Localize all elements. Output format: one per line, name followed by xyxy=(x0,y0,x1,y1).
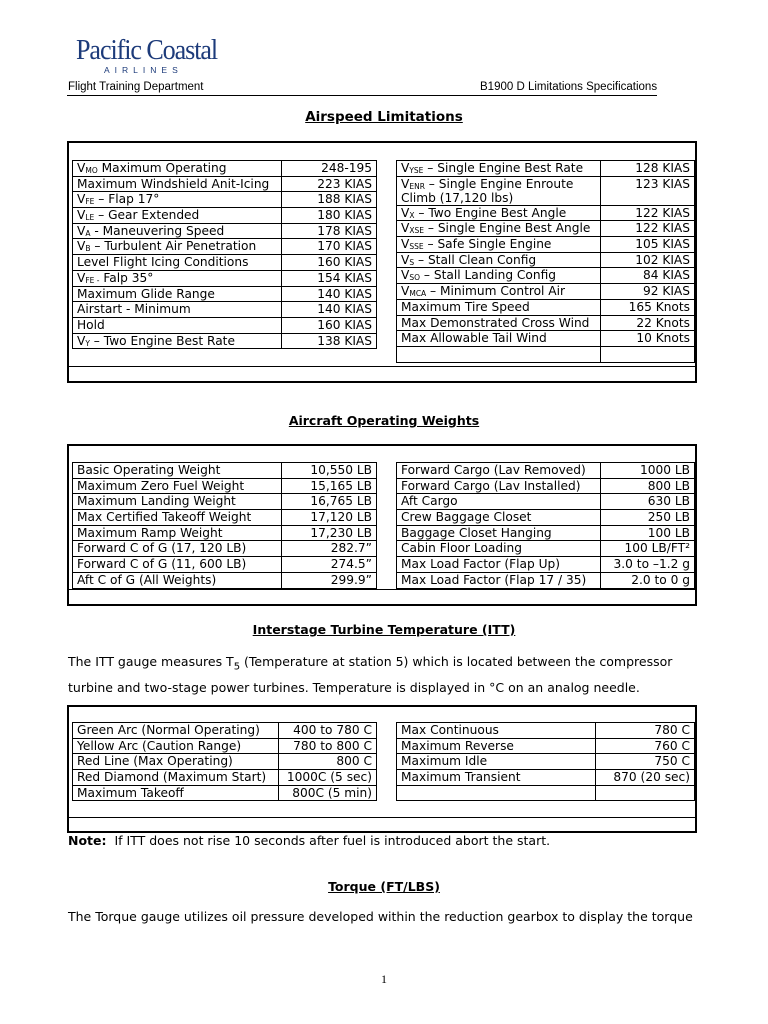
v-subscript: ENR xyxy=(409,181,425,191)
label-text: – Single Engine Enroute Climb (17,120 lbs) xyxy=(401,176,574,205)
v-subscript: SO xyxy=(409,273,421,283)
label-text: Maximum Idle xyxy=(401,754,488,769)
label-text: Maximum Takeoff xyxy=(77,785,184,800)
section-title-itt: Interstage Turbine Temperature (ITT) xyxy=(252,622,516,637)
cell-label xyxy=(73,557,282,573)
label-text: – Stall Clean Config xyxy=(414,252,537,267)
label-text: Falp 35° xyxy=(99,270,154,285)
v-subscript: YSE xyxy=(409,166,424,175)
cell-value: 140 KIAS xyxy=(282,286,377,302)
cell-label xyxy=(397,161,601,177)
cell-label xyxy=(73,286,282,302)
cell-label xyxy=(73,478,282,494)
table-row xyxy=(73,223,377,239)
table-row xyxy=(73,478,377,494)
cell-label xyxy=(397,525,601,541)
v-symbol: V xyxy=(401,221,410,236)
section-title-weights: Aircraft Operating Weights xyxy=(288,413,480,428)
header-rule xyxy=(67,95,657,96)
cell-value: 154 KIAS xyxy=(282,270,377,286)
cell-value: 100 LB xyxy=(601,525,695,541)
table-row xyxy=(397,252,695,268)
table-row xyxy=(397,221,695,237)
cell-value: 122 KIAS xyxy=(601,205,695,221)
cell-label xyxy=(73,463,282,479)
table-row xyxy=(397,572,695,588)
cell-value xyxy=(601,346,695,362)
table-row xyxy=(397,494,695,510)
table-row xyxy=(73,239,377,255)
label-text: Max Certified Takeoff Weight xyxy=(77,510,252,525)
cell-label xyxy=(397,572,601,588)
cell-value: 400 to 780 C xyxy=(279,723,377,739)
table-row xyxy=(73,192,377,208)
table-row xyxy=(73,302,377,318)
table-row xyxy=(397,478,695,494)
cell-value: 180 KIAS xyxy=(282,208,377,224)
table-row xyxy=(73,255,377,271)
cell-label xyxy=(73,738,279,754)
table-row xyxy=(397,525,695,541)
label-text: Maximum Operating xyxy=(97,161,227,175)
label-text: Max Load Factor (Flap 17 / 35) xyxy=(401,572,587,587)
cell-label xyxy=(73,161,282,177)
cell-value: 92 KIAS xyxy=(601,284,695,300)
airspeed-table-right xyxy=(396,160,695,363)
label-text: Green Arc (Normal Operating) xyxy=(77,723,260,737)
cell-label xyxy=(73,541,282,557)
v-symbol: V xyxy=(401,268,410,283)
cell-label xyxy=(73,302,282,318)
label-text: Max Load Factor (Flap Up) xyxy=(401,557,561,572)
cell-value: 188 KIAS xyxy=(282,192,377,208)
table-row xyxy=(397,463,695,479)
v-subscript: X xyxy=(409,210,415,220)
cell-label xyxy=(73,239,282,255)
label-text: Maximum Reverse xyxy=(401,738,514,753)
table-row xyxy=(73,738,377,754)
cell-value: 22 Knots xyxy=(601,315,695,331)
table-row xyxy=(397,754,695,770)
table-row xyxy=(73,494,377,510)
weights-table-left xyxy=(72,462,377,589)
label-text: – Two Engine Best Rate xyxy=(89,333,235,348)
header-document-title: B1900 D Limitations Specifications xyxy=(480,81,658,93)
v-subscript: MO xyxy=(85,166,98,175)
cell-label xyxy=(397,463,601,479)
cell-value: 140 KIAS xyxy=(282,302,377,318)
cell-value: 123 KIAS xyxy=(601,176,695,205)
cell-value: 870 (20 sec) xyxy=(596,770,695,786)
label-text: Basic Operating Weight xyxy=(77,463,221,477)
v-symbol: V xyxy=(401,237,410,252)
cell-label xyxy=(397,284,601,300)
label-text: – Single Engine Best Rate xyxy=(423,161,584,175)
cell-label xyxy=(397,541,601,557)
cell-label xyxy=(73,317,282,333)
logo-wordmark: Pacific Coastal xyxy=(76,34,218,66)
table-row xyxy=(397,510,695,526)
cell-value: 15,165 LB xyxy=(282,478,377,494)
label-text: Maximum Ramp Weight xyxy=(77,525,223,540)
cell-label xyxy=(397,738,596,754)
cell-value: 160 KIAS xyxy=(282,317,377,333)
v-symbol: V xyxy=(401,252,410,267)
table-row xyxy=(73,754,377,770)
label-text: Red Diamond (Maximum Start) xyxy=(77,770,267,785)
table-row xyxy=(397,346,695,362)
label-text: Forward C of G (11, 600 LB) xyxy=(77,557,247,572)
cell-label xyxy=(397,268,601,284)
section-title-torque: Torque (FT/LBS) xyxy=(328,879,440,894)
cell-label xyxy=(73,510,282,526)
v-subscript: S xyxy=(409,257,415,267)
cell-value: 10 Knots xyxy=(601,331,695,347)
logo-subtitle: AIRLINES xyxy=(104,65,183,75)
section-title-airspeed: Airspeed Limitations xyxy=(305,109,463,125)
torque-description: The Torque gauge utilizes oil pressure developed within the reduction gearbox to display the torque xyxy=(68,909,693,924)
label-text: Max Allowable Tail Wind xyxy=(401,331,547,346)
label-text: Baggage Closet Hanging xyxy=(401,525,552,540)
table-row xyxy=(397,541,695,557)
table-row xyxy=(397,557,695,573)
itt-note-label: Note: xyxy=(68,833,107,848)
frame-bottom-rule xyxy=(69,589,695,590)
label-text: – Minimum Control Air xyxy=(426,284,566,299)
cell-label xyxy=(73,270,282,286)
label-text: Level Flight Icing Conditions xyxy=(77,255,249,270)
cell-value: 750 C xyxy=(596,754,695,770)
label-text: Airstart - Minimum xyxy=(77,302,191,317)
weights-table-right xyxy=(396,462,695,589)
table-row xyxy=(397,161,695,177)
cell-label xyxy=(397,785,596,801)
cell-value: 780 C xyxy=(596,723,695,739)
label-text: Max Demonstrated Cross Wind xyxy=(401,315,590,330)
label-text: Maximum Zero Fuel Weight xyxy=(77,478,245,493)
cell-label xyxy=(73,223,282,239)
table-row xyxy=(73,785,377,801)
itt-table-left xyxy=(72,722,377,801)
cell-value: 128 KIAS xyxy=(601,161,695,177)
cell-label xyxy=(73,754,279,770)
table-row xyxy=(397,268,695,284)
label-text: Cabin Floor Loading xyxy=(401,541,522,556)
v-symbol: V xyxy=(401,161,410,175)
cell-label xyxy=(73,723,279,739)
v-symbol: V xyxy=(77,208,86,223)
cell-value: 3.0 to –1.2 g xyxy=(601,557,695,573)
v-subscript: Y xyxy=(85,338,90,348)
table-row xyxy=(73,333,377,349)
cell-value xyxy=(596,785,695,801)
frame-bottom-rule xyxy=(69,817,695,818)
label-text: – Safe Single Engine xyxy=(423,237,552,252)
table-row xyxy=(397,738,695,754)
label-text: Maximum Windshield Anit-Icing xyxy=(77,176,270,191)
cell-label xyxy=(397,221,601,237)
table-row xyxy=(73,770,377,786)
label-text: Maximum Landing Weight xyxy=(77,494,236,509)
page-number: 1 xyxy=(381,972,387,986)
cell-value: 16,765 LB xyxy=(282,494,377,510)
table-row xyxy=(397,315,695,331)
label-text: Yellow Arc (Caution Range) xyxy=(77,738,242,753)
table-row xyxy=(397,176,695,205)
table-row xyxy=(73,161,377,177)
itt-table-frame xyxy=(67,705,697,833)
table-row xyxy=(73,208,377,224)
v-symbol: V xyxy=(77,161,86,175)
label-text: Red Line (Max Operating) xyxy=(77,754,233,769)
v-subscript: SSE xyxy=(409,242,424,252)
cell-value: 780 to 800 C xyxy=(279,738,377,754)
cell-label xyxy=(73,572,282,588)
cell-label xyxy=(397,176,601,205)
label-text: Aft C of G (All Weights) xyxy=(77,572,217,587)
cell-value: 248-195 xyxy=(282,161,377,177)
cell-label xyxy=(397,770,596,786)
table-row xyxy=(73,525,377,541)
table-row xyxy=(397,299,695,315)
cell-value: 102 KIAS xyxy=(601,252,695,268)
table-row xyxy=(397,284,695,300)
cell-value: 84 KIAS xyxy=(601,268,695,284)
cell-label xyxy=(73,525,282,541)
v-symbol: V xyxy=(401,205,410,220)
label-text: Max Continuous xyxy=(401,723,499,737)
frame-bottom-rule xyxy=(69,366,695,367)
cell-label xyxy=(73,333,282,349)
label-text: Hold xyxy=(77,317,105,332)
cell-value: 17,120 LB xyxy=(282,510,377,526)
v-symbol: V xyxy=(401,284,410,299)
cell-label xyxy=(73,208,282,224)
table-row xyxy=(73,270,377,286)
header-department: Flight Training Department xyxy=(68,81,204,93)
table-row xyxy=(73,510,377,526)
table-row xyxy=(397,723,695,739)
cell-label xyxy=(397,331,601,347)
itt-note-text: If ITT does not rise 10 seconds after fuel is introduced abort the start. xyxy=(106,833,551,848)
cell-value: 17,230 LB xyxy=(282,525,377,541)
cell-value: 160 KIAS xyxy=(282,255,377,271)
table-row xyxy=(73,176,377,192)
v-subscript: A xyxy=(85,228,91,238)
cell-value: 760 C xyxy=(596,738,695,754)
table-row xyxy=(73,723,377,739)
cell-label xyxy=(397,478,601,494)
airspeed-table-left xyxy=(72,160,377,349)
label-text: - Maneuvering Speed xyxy=(90,223,225,238)
label-text: Forward Cargo (Lav Installed) xyxy=(401,478,581,493)
cell-value: 2.0 to 0 g xyxy=(601,572,695,588)
cell-value: 299.9” xyxy=(282,572,377,588)
v-subscript: MCA xyxy=(409,289,427,299)
label-text: – Flap 17° xyxy=(94,192,160,207)
cell-label xyxy=(397,494,601,510)
table-row xyxy=(73,286,377,302)
table-row xyxy=(397,770,695,786)
table-row xyxy=(397,237,695,253)
itt-description-rest: (Temperature at station 5) which is located between the compressor turbine and two-stage power turbines. Temperature is displayed in °C on an analog needle. xyxy=(68,654,673,695)
cell-label xyxy=(73,785,279,801)
cell-value: 630 LB xyxy=(601,494,695,510)
itt-table-right xyxy=(396,722,695,801)
cell-value: 800 C xyxy=(279,754,377,770)
cell-value: 178 KIAS xyxy=(282,223,377,239)
cell-label xyxy=(397,557,601,573)
v-subscript: B xyxy=(85,244,91,254)
cell-value: 1000 LB xyxy=(601,463,695,479)
cell-label xyxy=(73,255,282,271)
table-row xyxy=(73,541,377,557)
cell-label xyxy=(397,315,601,331)
cell-value: 105 KIAS xyxy=(601,237,695,253)
v-symbol: V xyxy=(77,333,86,348)
cell-label xyxy=(397,510,601,526)
cell-value: 170 KIAS xyxy=(282,239,377,255)
cell-value: 10,550 LB xyxy=(282,463,377,479)
label-text: Forward Cargo (Lav Removed) xyxy=(401,463,586,477)
v-symbol: V xyxy=(77,192,86,207)
cell-value: 274.5” xyxy=(282,557,377,573)
cell-value: 122 KIAS xyxy=(601,221,695,237)
cell-value: 282.7” xyxy=(282,541,377,557)
cell-value: 250 LB xyxy=(601,510,695,526)
table-row xyxy=(397,785,695,801)
v-subscript: XSE xyxy=(409,226,424,236)
v-subscript: FE xyxy=(85,197,95,207)
cell-value: 1000C (5 sec) xyxy=(279,770,377,786)
label-text: – Single Engine Best Angle xyxy=(423,221,591,236)
cell-value: 800C (5 min) xyxy=(279,785,377,801)
table-row xyxy=(73,463,377,479)
itt-description xyxy=(68,652,708,698)
label-text: Maximum Tire Speed xyxy=(401,299,530,314)
label-text: – Stall Landing Config xyxy=(420,268,557,283)
cell-label xyxy=(397,754,596,770)
itt-note xyxy=(68,833,550,848)
label-text: – Two Engine Best Angle xyxy=(414,205,567,220)
cell-label xyxy=(73,494,282,510)
label-text: Aft Cargo xyxy=(401,494,458,509)
table-row xyxy=(73,317,377,333)
label-text: Maximum Transient xyxy=(401,770,521,785)
cell-label xyxy=(397,237,601,253)
cell-value: 100 LB/FT² xyxy=(601,541,695,557)
cell-label xyxy=(397,723,596,739)
v-symbol: V xyxy=(77,223,86,238)
weights-table-frame xyxy=(67,444,697,606)
v-symbol: V xyxy=(401,176,410,191)
cell-value: 165 Knots xyxy=(601,299,695,315)
company-logo xyxy=(76,34,256,79)
label-text: – Gear Extended xyxy=(94,208,200,223)
label-text: Maximum Glide Range xyxy=(77,286,215,301)
table-row xyxy=(397,331,695,347)
itt-description-subscript: 5 xyxy=(233,661,241,673)
table-row xyxy=(73,572,377,588)
cell-value: 138 KIAS xyxy=(282,333,377,349)
label-text: – Turbulent Air Penetration xyxy=(90,239,257,254)
cell-label xyxy=(397,299,601,315)
v-symbol: V xyxy=(77,270,86,285)
cell-label xyxy=(73,192,282,208)
airspeed-table-frame xyxy=(67,141,697,383)
v-subscript: LE xyxy=(85,213,95,223)
label-text: Crew Baggage Closet xyxy=(401,510,532,525)
v-subscript: FE - xyxy=(85,275,100,285)
v-symbol: V xyxy=(77,239,86,254)
cell-label xyxy=(397,346,601,362)
table-row xyxy=(397,205,695,221)
itt-description-start: The ITT gauge measures T xyxy=(68,654,234,669)
label-text: Forward C of G (17, 120 LB) xyxy=(77,541,247,556)
cell-label xyxy=(73,770,279,786)
cell-label xyxy=(397,205,601,221)
cell-label xyxy=(397,252,601,268)
cell-value: 223 KIAS xyxy=(282,176,377,192)
cell-value: 800 LB xyxy=(601,478,695,494)
table-row xyxy=(73,557,377,573)
cell-label xyxy=(73,176,282,192)
